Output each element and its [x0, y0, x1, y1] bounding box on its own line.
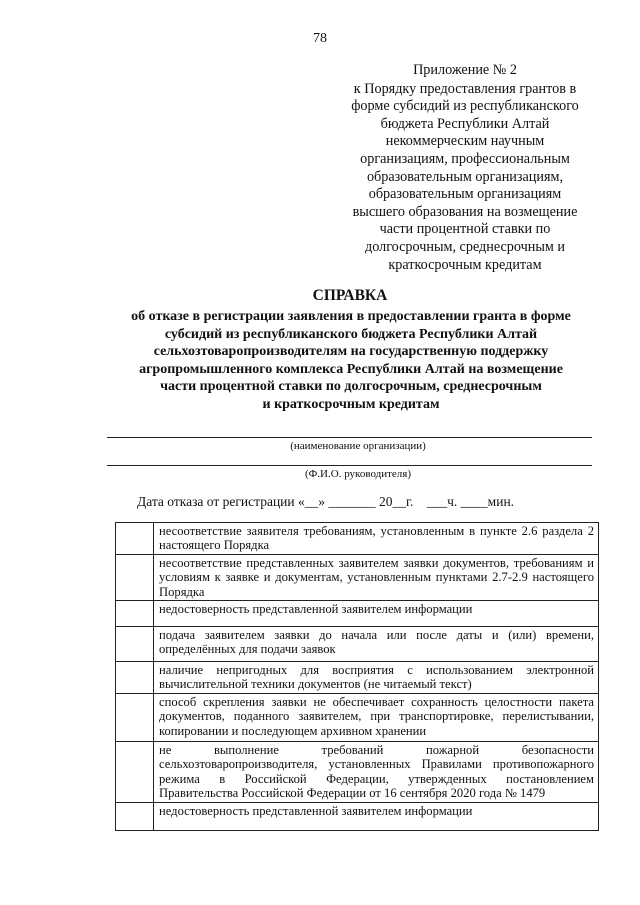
checkbox-cell[interactable] — [116, 627, 154, 662]
appendix-line: форме субсидий из республиканского — [351, 98, 579, 115]
checkbox-cell[interactable] — [116, 741, 154, 802]
document-subtitle — [95, 308, 607, 414]
reason-text: подача заявителем заявки до начала или после даты и (или) времени, определённых для подачи заявок — [154, 627, 599, 662]
appendix-line: бюджета Республики Алтай — [380, 115, 550, 132]
checkbox-cell[interactable] — [116, 693, 154, 741]
table-row — [116, 523, 599, 555]
reason-text: не выполнение требований пожарной безопасности сельхозтоваропроизводителя, установленных Правилами противопожарного режима в Российской Федерации, утвержденных постановлением Правительства Российской Федерации от 16 сентября 2020 года № 1479 — [154, 741, 599, 802]
subtitle-line: субсидий из республиканского бюджета Республики Алтай — [164, 326, 538, 342]
reason-text: недостоверность представленной заявителем информации — [154, 601, 599, 627]
table-row — [116, 802, 599, 830]
subtitle-line: агропромышленного комплекса Республики Алтай на возмещение — [139, 361, 563, 377]
checkbox-cell[interactable] — [116, 523, 154, 555]
appendix-block — [334, 62, 596, 274]
subtitle-line: и краткосрочным кредитам — [262, 396, 440, 412]
table-row — [116, 554, 599, 600]
appendix-title: Приложение № 2 — [413, 62, 517, 78]
table-row — [116, 601, 599, 627]
reasons-table — [115, 522, 599, 831]
head-caption: (Ф.И.О. руководителя) — [304, 468, 412, 480]
table-row — [116, 693, 599, 741]
appendix-line: высшего образования на возмещение — [352, 203, 578, 220]
subtitle-line: об отказе в регистрации заявления в предоставлении гранта в форме — [131, 309, 571, 324]
organization-fill-line — [107, 437, 592, 438]
appendix-line: краткосрочным кредитам — [388, 256, 542, 273]
appendix-line: некоммерческим научным — [385, 133, 545, 150]
appendix-line: к Порядку предоставления грантов в — [353, 80, 577, 97]
checkbox-cell[interactable] — [116, 662, 154, 694]
table-row — [116, 662, 599, 694]
reason-text: несоответствие представленных заявителем заявки документов, требованиям и условиям к заявке и документам, установленным пунктами 2.7-2.9 настоящего Порядка — [154, 554, 599, 600]
checkbox-cell[interactable] — [116, 601, 154, 627]
appendix-line: организациям, профессиональным — [360, 150, 570, 167]
refusal-date-line: Дата отказа от регистрации «__» _______ 20__г. ___ч. ____мин. — [137, 494, 515, 509]
subtitle-line: части процентной ставки по долгосрочным, среднесрочным — [160, 379, 542, 395]
table-row — [116, 627, 599, 662]
reason-text: несоответствие заявителя требованиям, установленным в пункте 2.6 раздела 2 настоящего Порядка — [154, 523, 599, 555]
appendix-line: образовательным организациям, — [366, 168, 564, 185]
appendix-line: долгосрочным, среднесрочным и — [364, 238, 566, 255]
appendix-line: части процентной ставки по — [379, 221, 551, 238]
reason-text: наличие непригодных для восприятия с использованием электронной вычислительной техники документов (не читаемый текст) — [154, 662, 599, 694]
subtitle-line: сельхозтоваропроизводителям на государственную поддержку — [153, 344, 549, 360]
checkbox-cell[interactable] — [116, 554, 154, 600]
organization-caption: (наименование организации) — [290, 440, 426, 452]
checkbox-cell[interactable] — [116, 802, 154, 830]
reason-text: недостоверность представленной заявителем информации — [154, 802, 599, 830]
appendix-line: образовательным организациям — [368, 186, 562, 203]
page-number: 78 — [313, 31, 327, 46]
table-row — [116, 741, 599, 802]
reason-text: способ скрепления заявки не обеспечивает сохранность целостности пакета документов, поданного заявителем, при транспортировке, перелистывании, копировании и последующем архивном хранении — [154, 693, 599, 741]
head-fill-line — [107, 465, 592, 466]
document-title: СПРАВКА — [312, 287, 388, 304]
